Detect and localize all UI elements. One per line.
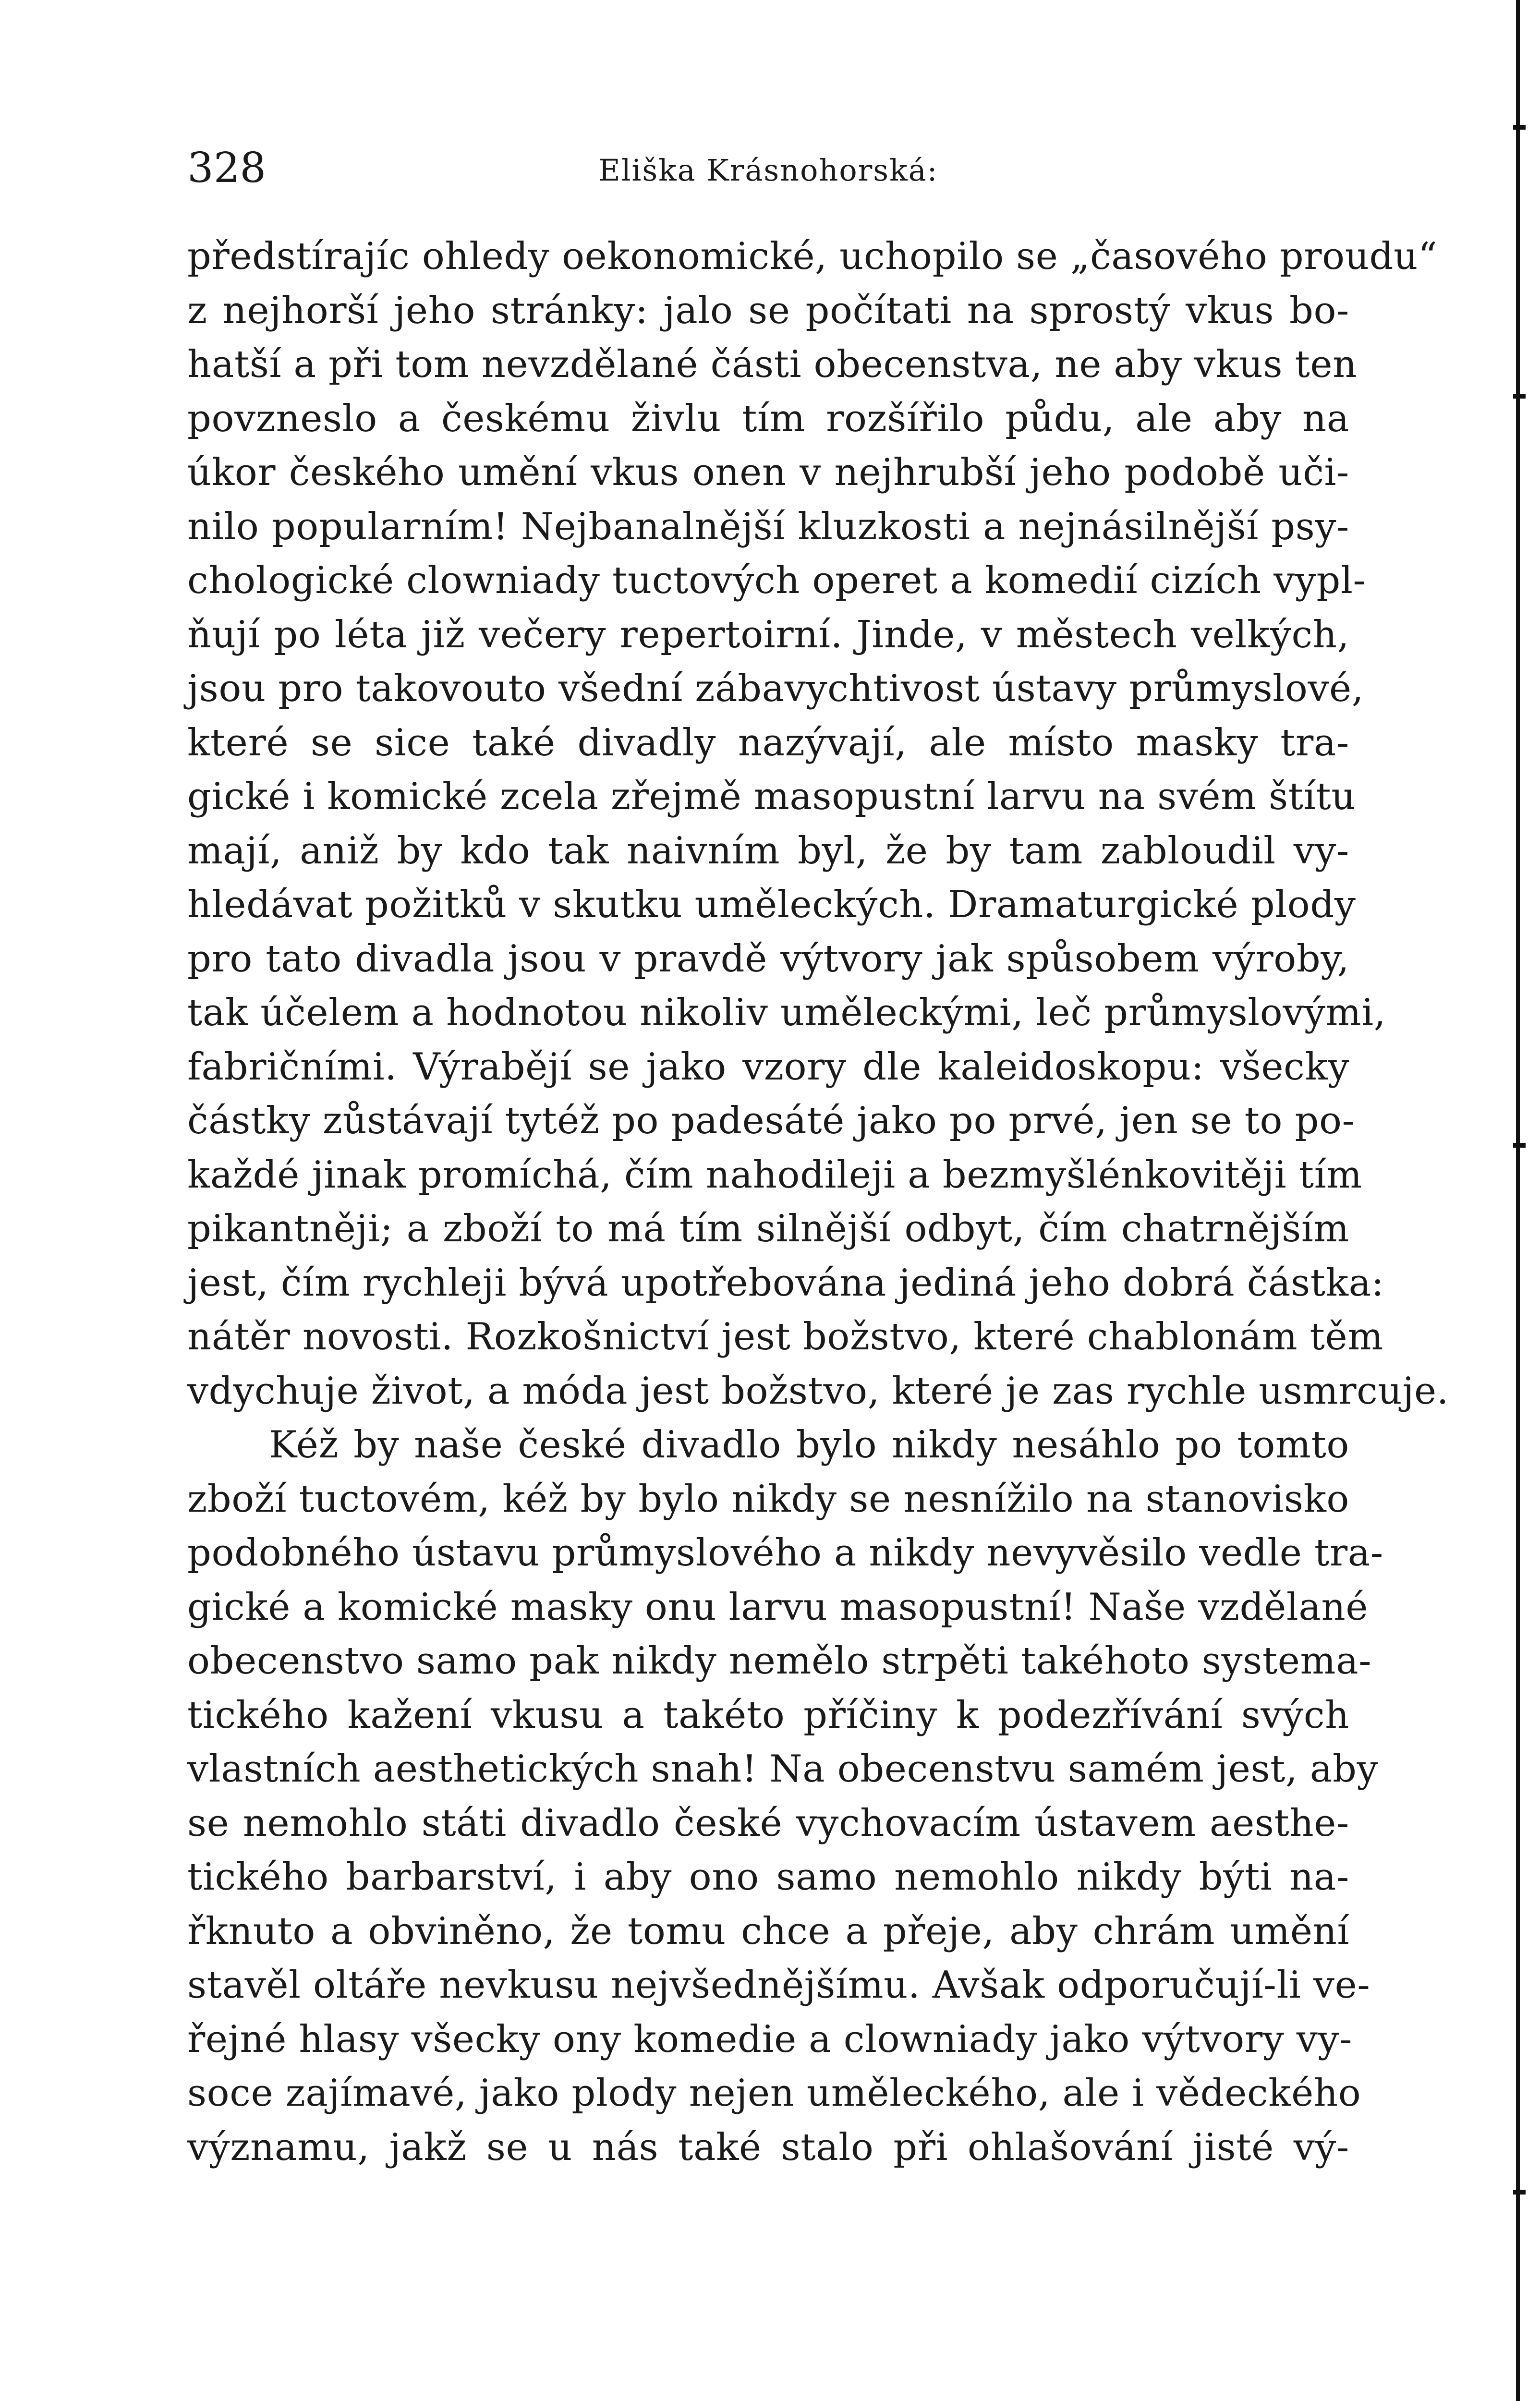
text-line: tak účelem a hodnotou nikoliv uměleckými, leč průmyslovými,: [187, 991, 1386, 1034]
text-line: z nejhorší jeho stránky: jalo se počítati na sprostý vkus bo-: [187, 289, 1349, 332]
body-text: [187, 230, 1449, 2174]
text-line: podobného ústavu průmyslového a nikdy nevyvěsilo vedle tra-: [187, 1531, 1383, 1575]
scan-edge-mark: [1513, 125, 1526, 130]
text-line: jest, čím rychleji bývá upotřebována jediná jeho dobrá částka:: [187, 1261, 1384, 1305]
scan-page-edge: [1505, 0, 1540, 2401]
text-line: vlastních aesthetických snah! Na obecenstvu samém jest, aby: [187, 1747, 1379, 1791]
text-line: nilo popularním! Nejbanalnější kluzkosti a nejnásilnější psy-: [187, 505, 1349, 548]
text-line: řejné hlasy všecky ony komedie a clowniady jako výtvory vy-: [187, 2017, 1353, 2061]
text-line: které se sice také divadly nazývají, ale místo masky tra-: [187, 721, 1349, 764]
page-number: 328: [187, 144, 267, 192]
text-line: tického kažení vkusu a takéto příčiny k podezřívání svých: [187, 1693, 1349, 1737]
text-line: stavěl oltáře nevkusu nejvšednějšímu. Avšak odporučují-li ve-: [187, 1964, 1370, 2007]
paragraph-start-line: Kéž by naše české divadlo bylo nikdy nesáhlo po tomto: [269, 1423, 1349, 1467]
text-line: fabričními. Výrabějí se jako vzory dle kaleidoskopu: všecky: [187, 1045, 1349, 1089]
scan-edge-mark: [1513, 394, 1526, 399]
text-line: gické a komické masky onu larvu masopustní! Naše vzdělané: [187, 1585, 1369, 1629]
text-line: úkor českého umění vkus onen v nejhrubší jeho podobě uči-: [187, 451, 1349, 494]
text-line: hledávat požitků v skutku uměleckých. Dramaturgické plody: [187, 883, 1356, 926]
text-line: obecenstvo samo pak nikdy nemělo strpěti takéhoto systema-: [187, 1639, 1372, 1683]
text-line: ňují po léta již večery repertoirní. Jinde, v městech velkých,: [187, 613, 1349, 656]
text-line: soce zajímavé, jako plody nejen uměleckého, ale i vědeckého: [187, 2072, 1361, 2115]
text-line: tického barbarství, i aby ono samo nemohlo nikdy býti na-: [187, 1855, 1349, 1899]
text-line: zboží tuctovém, kéž by bylo nikdy se nesnížilo na stanovisko: [187, 1477, 1349, 1521]
text-line: hatší a při tom nevzdělané části obecenstva, ne aby vkus ten: [187, 343, 1358, 386]
text-line: řknuto a obviněno, že tomu chce a přeje, aby chrám umění: [187, 1909, 1349, 1953]
text-line: částky zůstávají tytéž po padesáté jako po prvé, jen se to po-: [187, 1099, 1355, 1142]
running-head: Eliška Krásnohorská:: [598, 153, 938, 188]
text-line: nátěr novosti. Rozkošnictví jest božstvo, které chablonám těm: [187, 1315, 1383, 1358]
text-line: chologické clowniady tuctových operet a komedií cizích vypl-: [187, 559, 1366, 602]
text-line: povzneslo a českému živlu tím rozšířilo půdu, ale aby na: [187, 397, 1349, 440]
text-line: mají, aniž by kdo tak naivním byl, že by tam zabloudil vy-: [187, 829, 1349, 873]
page-header: [187, 139, 1349, 197]
text-line: se nemohlo státi divadlo české vychovacím ústavem aesthe-: [187, 1801, 1349, 1845]
text-line: významu, jakž se u nás také stalo při ohlašování jisté vý-: [187, 2125, 1349, 2169]
text-line: pro tato divadla jsou v pravdě výtvory jak spůsobem výroby,: [187, 937, 1349, 981]
paragraph-end-line: vdychuje život, a móda jest božstvo, které je zas rychle usmrcuje.: [187, 1369, 1449, 1413]
text-line: jsou pro takovouto všední zábavychtivost ústavy průmyslové,: [187, 667, 1364, 710]
text-line: pikantněji; a zboží to má tím silnější odbyt, čím chatrnějším: [187, 1207, 1349, 1250]
scan-edge-mark: [1513, 1143, 1526, 1148]
text-line: předstírajíc ohledy oekonomické, uchopilo se „časového proudu“: [187, 235, 1438, 278]
text-line: každé jinak promíchá, čím nahodileji a bezmyšlénkovitěji tím: [187, 1153, 1362, 1197]
scan-edge-mark: [1513, 2190, 1526, 2195]
text-line: gické i komické zcela zřejmě masopustní larvu na svém štítu: [187, 775, 1356, 818]
